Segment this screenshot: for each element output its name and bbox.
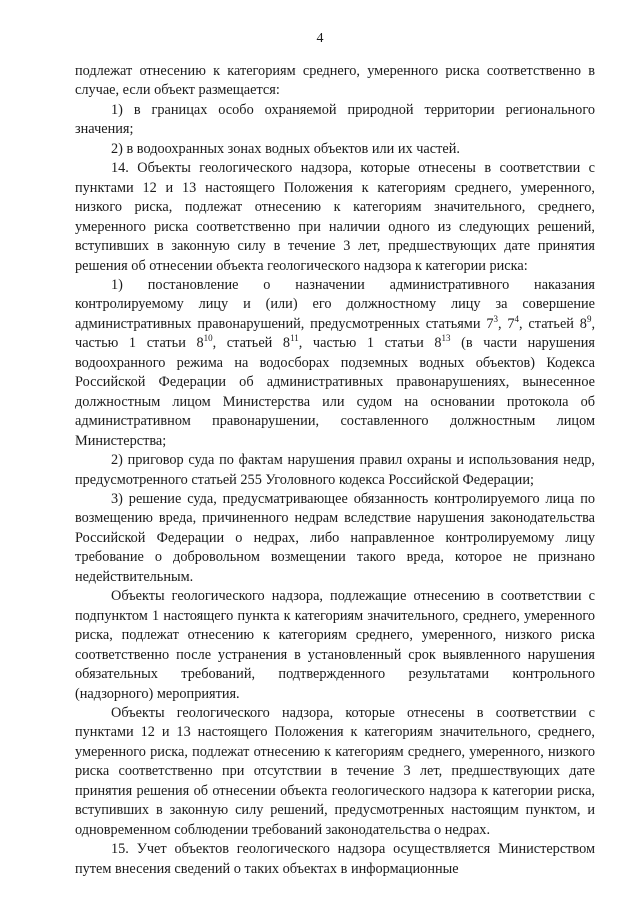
paragraph-continuation: подлежат отнесению к категориям среднего, умеренного риска соответственно в случае, если объект размещается: [75, 63, 595, 99]
document-body [75, 62, 595, 879]
article-superscript: 11 [290, 333, 299, 344]
subclause-1 [75, 276, 595, 451]
list-item-1: 1) в границах особо охраняемой природной территории регионального значения; [75, 101, 595, 138]
subclause-1-text: , частью 1 статьи 8 [298, 335, 442, 352]
article-superscript: 13 [441, 333, 451, 344]
subclause-1-text: , статьей 8 [212, 335, 291, 352]
subclause-3: 3) решение суда, предусматривающее обязанность контролируемого лица по возмещению вреда, причиненного недрам вследствие нарушения законодательства Российской Федерации о недрах, либо направленное контролируемому лицу требование о добровольном возмещении такого вреда, которое не признано недействительным. [75, 490, 595, 585]
paragraph-clause-14: 14. Объекты геологического надзора, которые отнесены в соответствии с пунктами 12 и 13 настоящего Положения к категориям среднего, умеренного, низкого риска, подлежат отнесению к категориям значительного, среднего, умеренного риска соответственно при наличии одного из следующих решений, вступивших в законную силу в течение 3 лет, предшествующих дате принятия решения об отнесении объекта геологического надзора к категории риска: [75, 160, 595, 274]
subclause-1-text: 1) постановление о назначении административного наказания контролируемому лицу и (или) его должностному лицу за совершение административных правонарушений, предусмотренных статьями 7 [75, 276, 595, 332]
article-superscript: 4 [514, 313, 520, 324]
article-superscript: 9 [586, 313, 592, 324]
paragraph-downgrade-after-fix: Объекты геологического надзора, подлежащие отнесению в соответствии с подпунктом 1 настоящего пункта к категориям значительного, среднего, умеренного риска, подлежат отнесению к категориям среднего, умеренного, низкого риска соответственно после устранения в установленный срок выявленного нарушения обязательных требований, подтвержденного результатами контрольного (надзорного) мероприятия. [75, 588, 595, 702]
paragraph-clause-15: 15. Учет объектов геологического надзора осуществляется Министерством путем внесения сведений о таких объектах в информационные [75, 841, 595, 877]
page-number: 4 [316, 31, 324, 46]
subclause-2: 2) приговор суда по фактам нарушения правил охраны и использования недр, предусмотренного статьей 255 Уголовного кодекса Российской Федерации; [75, 452, 595, 488]
subclause-1-text: (в части нарушения водоохранного режима на водосборах подземных водных объектов) Кодекса Российской Федерации об административных правонарушениях, вынесенное должностным лицом Министерства или судом на основании протокола об административном правонарушении, составленного должностным лицом Министерства; [75, 335, 595, 449]
subclause-1-text: , частью 1 статьи 8 [75, 315, 596, 352]
article-superscript: 10 [203, 333, 213, 344]
paragraph-downgrade-no-violations: Объекты геологического надзора, которые отнесены в соответствии с пунктами 12 и 13 настоящего Положения к категориям значительного, среднего, умеренного риска, подлежат отнесению к категориям среднего, умеренного, низкого риска соответственно при отсутствии в течение 3 лет, предшествующих дате принятия решения об отнесении объекта геологического надзора к категории риска, вступивших в законную силу решений, предусмотренных настоящим пунктом, и одновременном соблюдении требований законодательства о недрах. [75, 704, 595, 838]
article-superscript: 3 [493, 313, 498, 324]
list-item-2: 2) в водоохранных зонах водных объектов или их частей. [111, 140, 460, 157]
subclause-1-text: , 7 [497, 315, 515, 332]
subclause-1-text: , статьей 8 [519, 315, 587, 332]
